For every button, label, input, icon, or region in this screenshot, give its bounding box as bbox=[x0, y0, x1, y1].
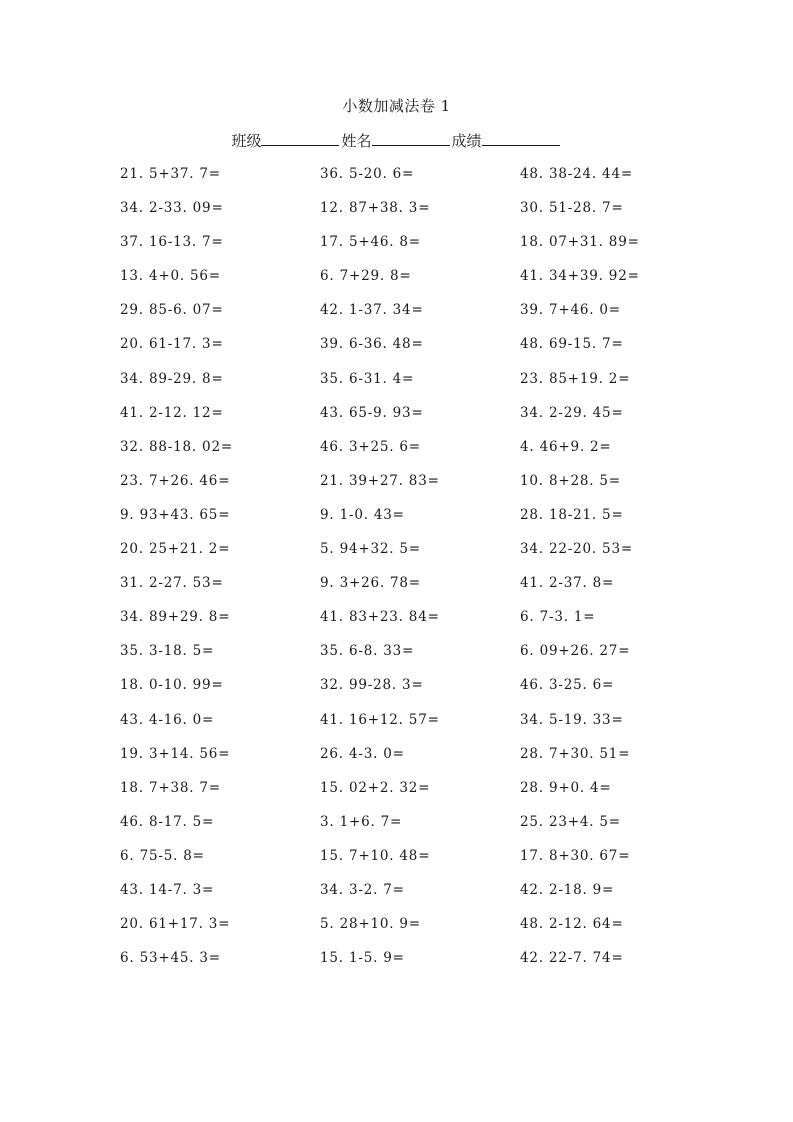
problem-item: 46. 3-25. 6= bbox=[520, 677, 615, 694]
problem-item: 48. 2-12. 64= bbox=[520, 916, 624, 933]
problem-item: 28. 7+30. 51= bbox=[520, 745, 631, 762]
problem-item: 42. 2-18. 9= bbox=[520, 881, 615, 898]
class-blank bbox=[261, 131, 339, 146]
problem-item: 34. 3-2. 7= bbox=[320, 881, 405, 898]
problem-row bbox=[120, 403, 680, 437]
problem-item: 19. 3+14. 56= bbox=[120, 745, 231, 762]
problem-item: 10. 8+28. 5= bbox=[520, 472, 621, 489]
problem-row bbox=[120, 198, 680, 232]
problem-item: 15. 1-5. 9= bbox=[320, 950, 405, 967]
problem-item: 5. 28+10. 9= bbox=[320, 916, 421, 933]
problem-item: 21. 39+27. 83= bbox=[320, 472, 440, 489]
problem-row bbox=[120, 300, 680, 334]
problem-item: 17. 8+30. 67= bbox=[520, 847, 631, 864]
problem-item: 28. 18-21. 5= bbox=[520, 506, 624, 523]
problem-item: 46. 8-17. 5= bbox=[120, 813, 215, 830]
problem-item: 42. 1-37. 34= bbox=[320, 302, 424, 319]
problem-row bbox=[120, 334, 680, 368]
problem-item: 4. 46+9. 2= bbox=[520, 438, 612, 455]
problem-item: 35. 3-18. 5= bbox=[120, 643, 215, 660]
problem-item: 18. 07+31. 89= bbox=[520, 234, 640, 251]
score-blank bbox=[482, 131, 560, 146]
problem-item: 43. 14-7. 3= bbox=[120, 881, 215, 898]
problem-item: 32. 88-18. 02= bbox=[120, 438, 233, 455]
problem-row bbox=[120, 232, 680, 266]
problem-row bbox=[120, 846, 680, 880]
problem-item: 36. 5-20. 6= bbox=[320, 166, 415, 182]
problem-item: 18. 7+38. 7= bbox=[120, 779, 221, 796]
name-label: 姓名 bbox=[341, 132, 372, 150]
problem-row bbox=[120, 744, 680, 778]
problem-row bbox=[120, 471, 680, 505]
problem-item: 41. 2-37. 8= bbox=[520, 575, 615, 592]
problem-item: 26. 4-3. 0= bbox=[320, 745, 405, 762]
problem-item: 6. 53+45. 3= bbox=[120, 950, 221, 967]
class-label: 班级 bbox=[231, 132, 262, 150]
problem-item: 6. 09+26. 27= bbox=[520, 643, 631, 660]
problem-item: 9. 1-0. 43= bbox=[320, 506, 405, 523]
problem-item: 15. 7+10. 48= bbox=[320, 847, 431, 864]
problem-row bbox=[120, 880, 680, 914]
problem-item: 39. 6-36. 48= bbox=[320, 336, 424, 353]
problem-item: 43. 65-9. 93= bbox=[320, 404, 424, 421]
problem-item: 35. 6-8. 33= bbox=[320, 643, 415, 660]
problem-item: 41. 16+12. 57= bbox=[320, 711, 440, 728]
problem-item: 35. 6-31. 4= bbox=[320, 370, 415, 387]
problem-item: 25. 23+4. 5= bbox=[520, 813, 621, 830]
problem-row bbox=[120, 505, 680, 539]
problem-row bbox=[120, 948, 680, 982]
problem-item: 31. 2-27. 53= bbox=[120, 575, 224, 592]
problem-item: 23. 7+26. 46= bbox=[120, 472, 231, 489]
problem-item: 6. 7+29. 8= bbox=[320, 268, 412, 285]
problem-item: 48. 69-15. 7= bbox=[520, 336, 624, 353]
problem-row bbox=[120, 164, 680, 198]
problem-item: 6. 7-3. 1= bbox=[520, 609, 596, 626]
problem-item: 9. 93+43. 65= bbox=[120, 506, 231, 523]
problem-row bbox=[120, 675, 680, 709]
problem-item: 34. 89-29. 8= bbox=[120, 370, 224, 387]
problem-item: 30. 51-28. 7= bbox=[520, 200, 624, 217]
problem-item: 41. 34+39. 92= bbox=[520, 268, 640, 285]
problem-item: 28. 9+0. 4= bbox=[520, 779, 612, 796]
problem-item: 20. 61-17. 3= bbox=[120, 336, 224, 353]
problem-row bbox=[120, 573, 680, 607]
problem-item: 6. 75-5. 8= bbox=[120, 847, 205, 864]
problem-item: 34. 89+29. 8= bbox=[120, 609, 231, 626]
problem-item: 29. 85-6. 07= bbox=[120, 302, 224, 319]
name-blank bbox=[372, 131, 450, 146]
problem-row bbox=[120, 914, 680, 948]
problem-item: 34. 22-20. 53= bbox=[520, 541, 633, 558]
problem-item: 20. 25+21. 2= bbox=[120, 541, 231, 558]
problem-item: 43. 4-16. 0= bbox=[120, 711, 215, 728]
problem-item: 18. 0-10. 99= bbox=[120, 677, 224, 694]
problem-row bbox=[120, 641, 680, 675]
problem-row bbox=[120, 369, 680, 403]
problem-row bbox=[120, 710, 680, 744]
problem-item: 41. 2-12. 12= bbox=[120, 404, 224, 421]
problem-item: 39. 7+46. 0= bbox=[520, 302, 621, 319]
problem-item: 3. 1+6. 7= bbox=[320, 813, 403, 830]
student-info-line bbox=[0, 130, 793, 151]
problem-item: 48. 38-24. 44= bbox=[520, 166, 633, 182]
problem-item: 37. 16-13. 7= bbox=[120, 234, 224, 251]
problem-item: 15. 02+2. 32= bbox=[320, 779, 431, 796]
problem-item: 32. 99-28. 3= bbox=[320, 677, 424, 694]
problem-item: 34. 2-33. 09= bbox=[120, 200, 224, 217]
problem-item: 9. 3+26. 78= bbox=[320, 575, 421, 592]
problem-row bbox=[120, 812, 680, 846]
problem-item: 23. 85+19. 2= bbox=[520, 370, 631, 387]
worksheet-title: 小数加减法卷 1 bbox=[342, 97, 451, 115]
problem-item: 41. 83+23. 84= bbox=[320, 609, 440, 626]
problem-item: 42. 22-7. 74= bbox=[520, 950, 624, 967]
problem-row bbox=[120, 607, 680, 641]
problem-item: 13. 4+0. 56= bbox=[120, 268, 221, 285]
problem-item: 5. 94+32. 5= bbox=[320, 541, 421, 558]
problem-item: 12. 87+38. 3= bbox=[320, 200, 431, 217]
problem-item: 21. 5+37. 7= bbox=[120, 166, 221, 182]
problem-row bbox=[120, 778, 680, 812]
problem-item: 34. 5-19. 33= bbox=[520, 711, 624, 728]
problem-row bbox=[120, 539, 680, 573]
problem-grid bbox=[120, 164, 680, 982]
problem-row bbox=[120, 437, 680, 471]
score-label: 成绩 bbox=[451, 132, 482, 150]
problem-item: 46. 3+25. 6= bbox=[320, 438, 421, 455]
problem-item: 34. 2-29. 45= bbox=[520, 404, 624, 421]
problem-row bbox=[120, 266, 680, 300]
problem-item: 20. 61+17. 3= bbox=[120, 916, 231, 933]
problem-item: 17. 5+46. 8= bbox=[320, 234, 421, 251]
